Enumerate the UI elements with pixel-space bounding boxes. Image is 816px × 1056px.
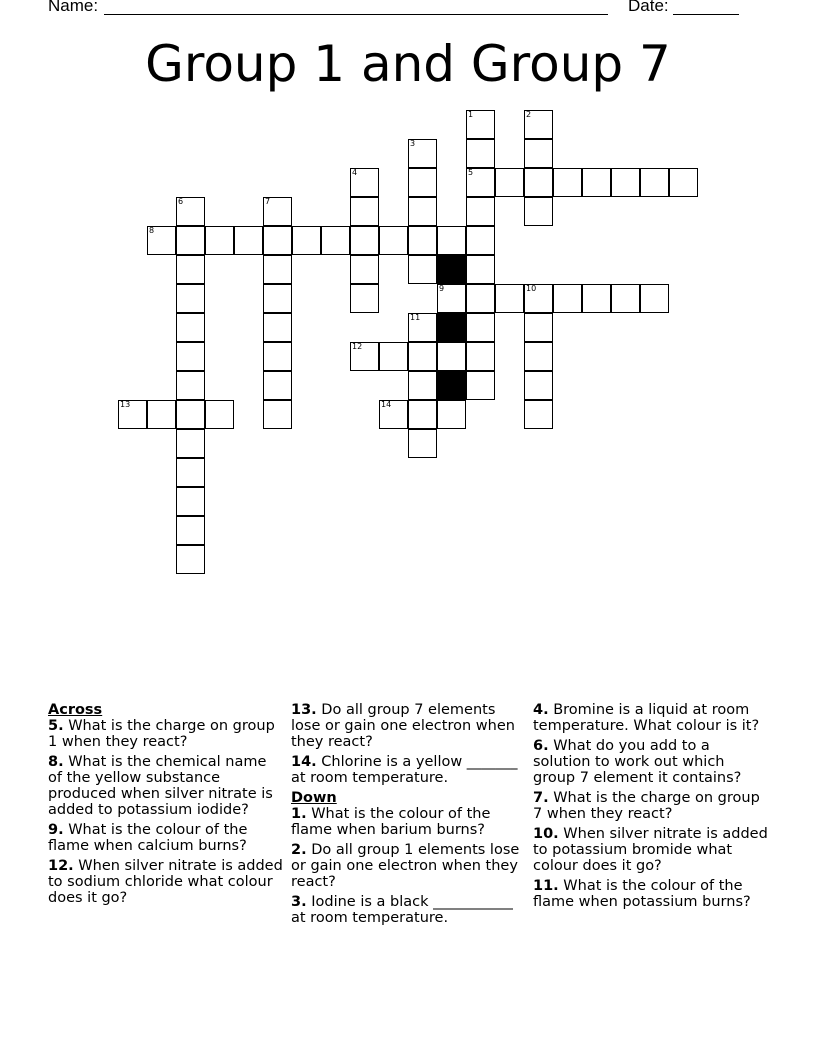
clue-down-6: 6. What do you add to a solution to work out which group 7 element it contains?	[533, 738, 742, 786]
clue-number: 5	[468, 168, 474, 177]
clue-number: 6	[178, 197, 184, 206]
grid-cell[interactable]	[582, 168, 611, 197]
date-label: Date:	[628, 0, 669, 15]
clue-across-9: 9. What is the colour of the flame when calcium burns?	[48, 822, 248, 854]
grid-cell[interactable]	[466, 168, 495, 197]
grid-cell[interactable]	[524, 168, 553, 197]
grid-cell[interactable]	[350, 226, 379, 255]
clue-number: 4	[352, 168, 358, 177]
grid-cell[interactable]	[176, 458, 205, 487]
grid-cell[interactable]	[176, 545, 205, 574]
across-heading: Across	[48, 702, 103, 718]
name-label: Name:	[48, 0, 99, 15]
page-title: Group 1 and Group 7	[145, 35, 671, 93]
clue-number: 13	[120, 400, 131, 409]
clue-down-3: 3. Iodine is a black ___________ at room temperature.	[291, 894, 513, 926]
grid-cell[interactable]	[524, 400, 553, 429]
grid-cell[interactable]	[408, 342, 437, 371]
grid-cell[interactable]	[176, 284, 205, 313]
clue-number: 8	[149, 226, 155, 235]
grid-cell[interactable]	[437, 342, 466, 371]
clue-number: 14	[381, 400, 392, 409]
grid-cell[interactable]	[379, 400, 408, 429]
clue-number: 1	[468, 110, 474, 119]
grid-cell[interactable]	[263, 400, 292, 429]
grid-cell[interactable]	[466, 139, 495, 168]
grid-cell[interactable]	[553, 168, 582, 197]
clue-across-8: 8. What is the chemical name of the yellow substance produced when silver nitrate is added to potassium iodide?	[48, 754, 273, 818]
grid-cell[interactable]	[408, 139, 437, 168]
clue-across-5: 5. What is the charge on group 1 when they react?	[48, 718, 275, 750]
down-heading: Down	[291, 790, 337, 806]
grid-cell[interactable]	[263, 284, 292, 313]
grid-cell[interactable]	[408, 429, 437, 458]
grid-cell[interactable]	[350, 168, 379, 197]
grid-cell[interactable]	[176, 400, 205, 429]
clue-down-1: 1. What is the colour of the flame when barium burns?	[291, 806, 491, 838]
clue-down-4: 4. Bromine is a liquid at room temperature. What colour is it?	[533, 702, 760, 734]
grid-cell[interactable]	[524, 371, 553, 400]
clue-number: 9	[439, 284, 445, 293]
grid-cell[interactable]	[176, 371, 205, 400]
grid-cell[interactable]	[350, 284, 379, 313]
grid-cell[interactable]	[350, 197, 379, 226]
grid-cell[interactable]	[466, 255, 495, 284]
grid-cell[interactable]	[379, 226, 408, 255]
clue-number: 12	[352, 342, 363, 351]
grid-cell[interactable]	[408, 168, 437, 197]
grid-cell[interactable]	[263, 226, 292, 255]
grid-cell[interactable]	[466, 110, 495, 139]
clue-down-11: 11. What is the colour of the flame when potassium burns?	[533, 878, 751, 910]
grid-cell[interactable]	[263, 313, 292, 342]
clue-down-7: 7. What is the charge on group 7 when they react?	[533, 790, 760, 822]
grid-cell[interactable]	[176, 226, 205, 255]
grid-cell[interactable]	[669, 168, 698, 197]
clue-number: 3	[410, 139, 416, 148]
clue-across-12: 12. When silver nitrate is added to sodium chloride what colour does it go?	[48, 858, 283, 906]
grid-black-cell	[437, 371, 466, 400]
grid-cell[interactable]	[408, 313, 437, 342]
grid-cell[interactable]	[437, 284, 466, 313]
grid-cell[interactable]	[176, 516, 205, 545]
grid-cell[interactable]	[263, 255, 292, 284]
grid-cell[interactable]	[408, 226, 437, 255]
grid-cell[interactable]	[147, 400, 176, 429]
grid-cell[interactable]	[408, 197, 437, 226]
grid-cell[interactable]	[495, 284, 524, 313]
grid-cell[interactable]	[582, 284, 611, 313]
grid-cell[interactable]	[524, 342, 553, 371]
grid-cell[interactable]	[350, 342, 379, 371]
clue-down-10: 10. When silver nitrate is added to potassium bromide what colour does it go?	[533, 826, 768, 874]
grid-cell[interactable]	[611, 168, 640, 197]
grid-cell[interactable]	[495, 168, 524, 197]
grid-cell[interactable]	[524, 284, 553, 313]
grid-cell[interactable]	[466, 371, 495, 400]
grid-cell[interactable]	[437, 226, 466, 255]
grid-cell[interactable]	[350, 255, 379, 284]
grid-cell[interactable]	[176, 255, 205, 284]
clue-across-14: 14. Chlorine is a yellow _______ at room temperature.	[291, 754, 518, 786]
grid-cell[interactable]	[147, 226, 176, 255]
grid-cell[interactable]	[408, 400, 437, 429]
grid-cell[interactable]	[176, 487, 205, 516]
grid-black-cell	[437, 255, 466, 284]
grid-cell[interactable]	[466, 342, 495, 371]
grid-black-cell	[437, 313, 466, 342]
grid-cell[interactable]	[292, 226, 321, 255]
grid-cell[interactable]	[234, 226, 263, 255]
grid-cell[interactable]	[466, 313, 495, 342]
grid-cell[interactable]	[379, 342, 408, 371]
grid-cell[interactable]	[524, 110, 553, 139]
clue-number: 2	[526, 110, 532, 119]
grid-cell[interactable]	[176, 197, 205, 226]
clues-column-2	[291, 702, 527, 930]
grid-cell[interactable]	[640, 168, 669, 197]
grid-cell[interactable]	[524, 197, 553, 226]
grid-cell[interactable]	[611, 284, 640, 313]
clue-number: 10	[526, 284, 537, 293]
grid-cell[interactable]	[176, 313, 205, 342]
clue-number: 7	[265, 197, 271, 206]
grid-cell[interactable]	[466, 197, 495, 226]
grid-cell[interactable]	[437, 400, 466, 429]
clue-down-2: 2. Do all group 1 elements lose or gain one electron when they react?	[291, 842, 520, 890]
grid-cell[interactable]	[205, 400, 234, 429]
clue-across-13: 13. Do all group 7 elements lose or gain one electron when they react?	[291, 702, 515, 750]
grid-cell[interactable]	[176, 342, 205, 371]
grid-cell[interactable]	[466, 226, 495, 255]
grid-cell[interactable]	[408, 255, 437, 284]
clues-column-3	[533, 702, 769, 914]
grid-cell[interactable]	[205, 226, 234, 255]
clues-column-1	[48, 702, 284, 910]
grid-cell[interactable]	[263, 342, 292, 371]
grid-cell[interactable]	[408, 371, 437, 400]
grid-cell[interactable]	[263, 197, 292, 226]
grid-cell[interactable]	[118, 400, 147, 429]
grid-cell[interactable]	[263, 371, 292, 400]
grid-cell[interactable]	[524, 313, 553, 342]
grid-cell[interactable]	[640, 284, 669, 313]
grid-cell[interactable]	[553, 284, 582, 313]
grid-cell[interactable]	[524, 139, 553, 168]
clue-number: 11	[410, 313, 421, 322]
grid-cell[interactable]	[466, 284, 495, 313]
grid-cell[interactable]	[176, 429, 205, 458]
grid-cell[interactable]	[321, 226, 350, 255]
